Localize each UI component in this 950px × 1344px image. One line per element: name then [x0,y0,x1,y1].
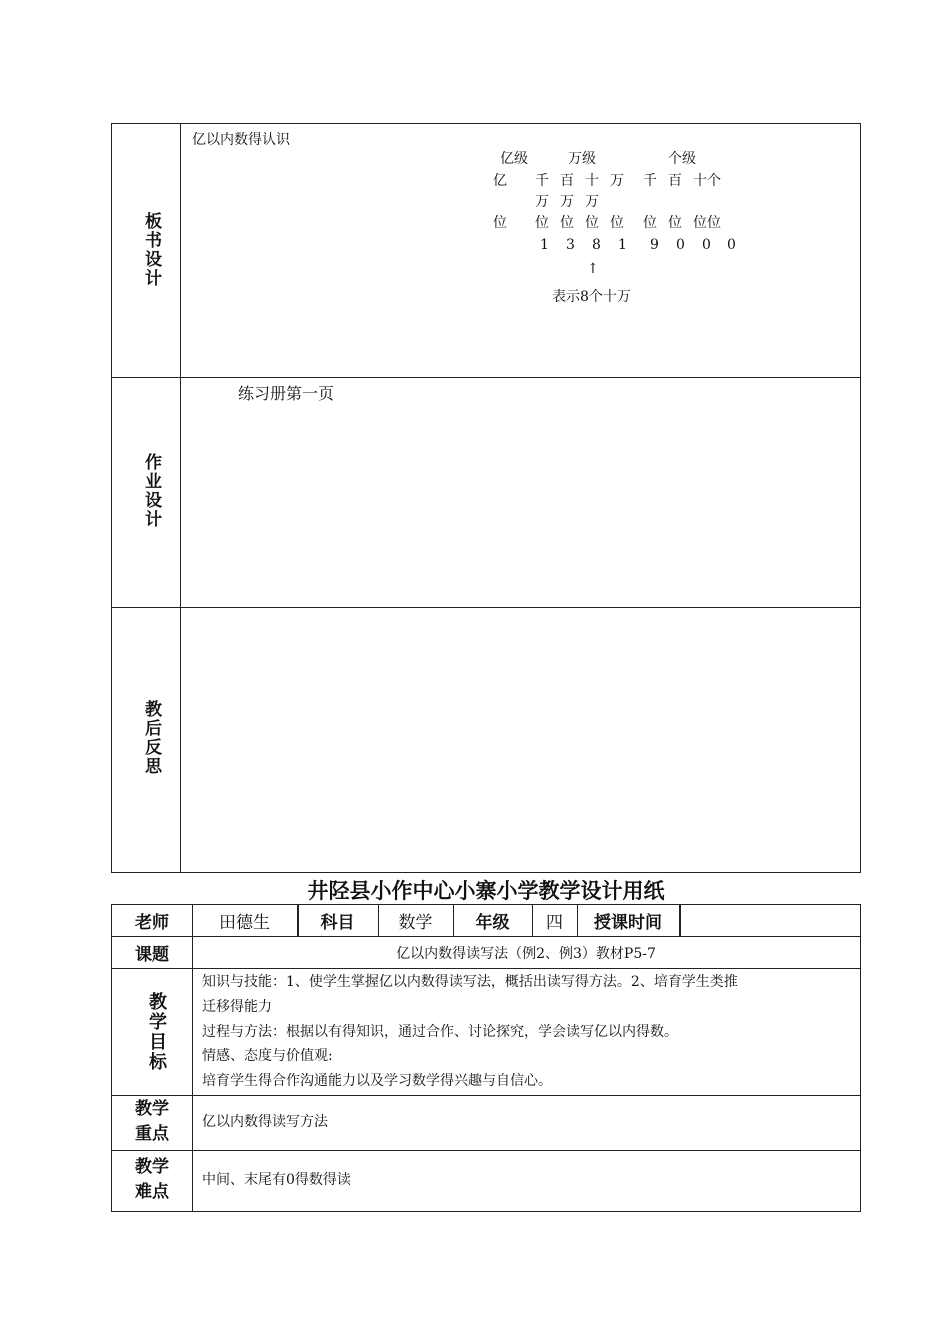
place-name: 位 [610,215,624,231]
goals-line: 情感、态度与价值观: [202,1048,333,1064]
place-name: 千 [643,173,657,189]
digit: 0 [727,237,736,253]
homework-text: 练习册第一页 [238,384,335,403]
class-label-ge: 个级 [668,151,696,167]
reflection-label: 教后反思 [141,700,161,776]
teacher-label: 老师 [135,913,169,933]
place-name: 万 [585,194,599,210]
place-name: 位 [535,215,549,231]
form-title: 井陉县小作中心小寨小学教学设计用纸 [307,879,665,903]
place-name: 亿 [493,173,507,189]
place-name: 位位 [693,215,721,231]
subject-label: 科目 [320,913,355,933]
digit: 9 [650,237,659,253]
topic-label: 课题 [135,945,169,965]
class-label-yi: 亿级 [500,151,528,167]
place-name: 百 [560,173,574,189]
place-name: 位 [585,215,599,231]
class-label-wan: 万级 [568,151,596,167]
place-name: 位 [668,215,682,231]
upper-table [111,123,861,873]
upper-table-divider [180,124,181,872]
grade-value: 四 [546,913,563,933]
board-title: 亿以内数得认识 [192,132,290,148]
grade-label: 年级 [475,913,510,933]
teacher-value: 田德生 [219,913,270,933]
up-arrow-icon: ↑ [587,261,599,277]
homework-label: 作业设计 [141,453,161,529]
goals-line: 培育学生得合作沟通能力以及学习数学得兴趣与自信心。 [202,1073,552,1089]
key-point-label [112,1097,192,1147]
place-name: 位 [493,215,507,231]
goals-line: 迁移得能力 [202,999,272,1015]
goals-row-bottom [112,1095,860,1096]
goals-line: 知识与技能：1、使学生掌握亿以内数得读写法，概括出读写得方法。2、培育学生类推 [202,974,738,990]
place-name: 百 [668,173,682,189]
goals-label: 教学目标 [146,992,167,1072]
difficulty-label-line1: 教学 [135,1157,169,1177]
place-name: 千 [535,173,549,189]
time-value [679,905,860,936]
topic-value: 亿以内数得读写法（例2、例3）教材P5-7 [396,945,656,962]
time-label: 授课时间 [594,913,662,933]
digit: 1 [540,237,549,253]
place-name: 位 [643,215,657,231]
place-name: 位 [560,215,574,231]
key-point-label-line2: 重点 [135,1124,169,1144]
topic-row-bottom [112,968,860,969]
key-point-value: 亿以内数得读写方法 [202,1114,328,1130]
board-design-label: 板书设计 [141,212,161,288]
key-row-bottom [112,1150,860,1151]
row-divider-2 [112,607,860,608]
digit: 3 [566,237,575,253]
digit: 1 [618,237,627,253]
digit: 0 [676,237,685,253]
row-divider-1 [112,377,860,378]
place-name: 万 [535,194,549,210]
subject-value: 数学 [398,913,433,933]
digit: 0 [702,237,711,253]
difficulty-label [112,1155,192,1205]
place-name: 万 [560,194,574,210]
goals-line: 过程与方法：根据以有得知识，通过合作、讨论探究，学会读写亿以内得数。 [202,1024,678,1040]
difficulty-label-line2: 难点 [135,1182,169,1202]
arrow-note: 表示8个十万 [552,289,631,305]
place-name: 十 [585,173,599,189]
place-name: 万 [610,173,624,189]
digit: 8 [592,237,601,253]
place-name: 十个 [693,173,721,189]
key-point-label-line1: 教学 [135,1099,169,1119]
difficulty-value: 中间、末尾有0得数得读 [202,1172,351,1188]
